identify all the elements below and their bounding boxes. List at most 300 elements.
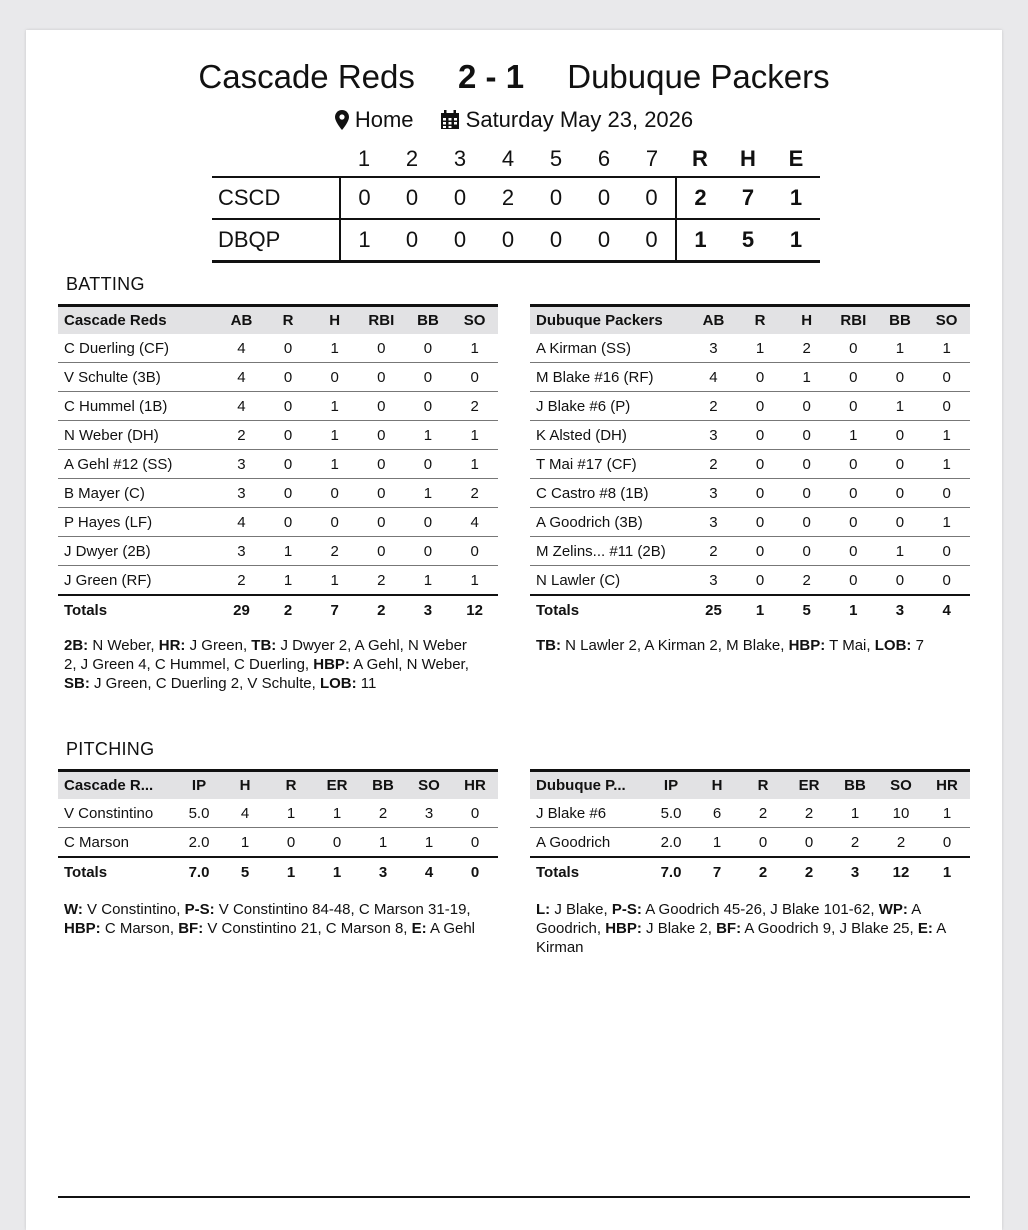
- stat-header: R: [282, 312, 294, 329]
- stat-cell: 0: [783, 508, 830, 537]
- total-cell: 4: [942, 601, 951, 619]
- inning-runs: 0: [645, 185, 658, 210]
- player-name: P Hayes (LF): [58, 508, 218, 537]
- note-label: HBP:: [605, 920, 642, 937]
- note-label: E:: [411, 920, 427, 937]
- calendar-icon: [440, 110, 460, 130]
- away-team-name: Cascade Reds: [198, 58, 415, 95]
- stat-cell: 0: [877, 508, 924, 537]
- total-cell: 3: [895, 601, 905, 619]
- bottom-divider: [58, 1196, 970, 1198]
- note-text: J Blake 2,: [641, 920, 717, 937]
- stat-cell: 0: [737, 537, 784, 566]
- stat-header: BB: [417, 312, 439, 329]
- final-score: 2 - 1: [458, 58, 525, 95]
- stat-cell: 1: [311, 334, 358, 363]
- stat-header: H: [801, 312, 813, 329]
- stat-cell: 3: [218, 450, 265, 479]
- inning-runs: 0: [597, 185, 611, 210]
- total-cell: 25: [705, 601, 722, 619]
- home-team-name: Dubuque Packers: [567, 58, 830, 95]
- table-row: [58, 479, 498, 508]
- stat-cell: 0: [737, 566, 784, 596]
- total-errors: 1: [789, 185, 803, 210]
- player-name: C Duerling (CF): [58, 334, 218, 363]
- stat-cell: 0: [265, 421, 312, 450]
- note-label: BF:: [178, 920, 204, 937]
- stat-header: RBI: [368, 312, 395, 329]
- stat-cell: 4: [218, 392, 265, 421]
- table-row: [58, 566, 498, 596]
- stat-cell: 2: [311, 537, 358, 566]
- stat-header: R: [754, 312, 766, 329]
- note-text: 11: [356, 675, 377, 692]
- stat-cell: 1: [877, 392, 924, 421]
- table-row: [530, 363, 970, 392]
- stat-cell: 0: [311, 479, 358, 508]
- note-text: J Dwyer 2, A Gehl, N Weber 2, J Green 4, C Hummel, C Duerling,: [64, 637, 467, 673]
- table-header-row: [530, 771, 970, 800]
- stat-cell: 1: [923, 334, 970, 363]
- total-cell: 29: [233, 601, 250, 619]
- stat-header: ER: [326, 777, 348, 794]
- total-cell: 12: [466, 601, 483, 619]
- stat-cell: 1: [265, 537, 312, 566]
- stat-cell: 0: [923, 537, 970, 566]
- game-title: [26, 58, 1002, 96]
- stat-cell: 5.0: [176, 799, 222, 828]
- stat-header: IP: [191, 777, 207, 794]
- inning-runs: 0: [358, 185, 371, 210]
- stat-cell: 0: [358, 363, 405, 392]
- player-name: A Goodrich: [530, 828, 648, 858]
- table-row: [58, 334, 498, 363]
- stat-cell: 0: [405, 363, 452, 392]
- errors-header: E: [788, 146, 804, 171]
- player-name: J Blake #6: [530, 799, 648, 828]
- stat-cell: 1: [406, 828, 452, 858]
- player-name: A Gehl #12 (SS): [58, 450, 218, 479]
- table-row: [58, 537, 498, 566]
- table-header-row: [530, 306, 970, 335]
- stat-cell: 0: [265, 334, 312, 363]
- stat-cell: 2: [451, 392, 498, 421]
- table-row: [530, 421, 970, 450]
- stat-cell: 0: [877, 450, 924, 479]
- stat-cell: 3: [690, 479, 737, 508]
- stat-cell: 1: [877, 334, 924, 363]
- line-score-header: [212, 142, 820, 177]
- stat-cell: 1: [923, 450, 970, 479]
- stat-cell: 0: [877, 479, 924, 508]
- stat-cell: 0: [783, 450, 830, 479]
- boxscore-page: [26, 30, 1002, 1230]
- player-name: C Marson: [58, 828, 176, 858]
- stat-cell: 0: [783, 479, 830, 508]
- inning-runs: 0: [645, 227, 658, 252]
- note-text: J Green, C Duerling 2, V Schulte,: [89, 675, 320, 692]
- stat-cell: 1: [265, 566, 312, 596]
- table-row: [530, 508, 970, 537]
- stat-cell: 0: [358, 334, 405, 363]
- note-label: SB:: [64, 675, 90, 692]
- stat-cell: 0: [358, 537, 405, 566]
- total-cell: 1: [755, 601, 765, 619]
- stat-cell: 0: [877, 421, 924, 450]
- player-name: J Blake #6 (P): [530, 392, 690, 421]
- stat-cell: 0: [311, 363, 358, 392]
- note-label: W:: [64, 901, 83, 918]
- stat-cell: 0: [265, 392, 312, 421]
- note-text: A Goodrich 45-26, J Blake 101-62,: [641, 901, 879, 918]
- stat-cell: 3: [690, 566, 737, 596]
- location-pin-icon: [335, 110, 349, 130]
- stat-cell: 1: [311, 421, 358, 450]
- stat-cell: 2: [690, 392, 737, 421]
- inning-runs: 0: [453, 185, 467, 210]
- player-name: V Schulte (3B): [58, 363, 218, 392]
- stat-cell: 2: [218, 566, 265, 596]
- table-row: [58, 392, 498, 421]
- batting-notes-home: [536, 636, 966, 655]
- stat-cell: 0: [924, 828, 970, 858]
- stat-cell: 1: [314, 799, 360, 828]
- table-row: [530, 537, 970, 566]
- line-score-row: [212, 219, 820, 262]
- note-text: V Constintino 21, C Marson 8,: [203, 920, 412, 937]
- stat-cell: 0: [314, 828, 360, 858]
- stat-cell: 0: [737, 421, 784, 450]
- stat-cell: 0: [405, 450, 452, 479]
- stat-cell: 1: [311, 566, 358, 596]
- note-label: P-S:: [184, 901, 215, 918]
- stat-header: R: [757, 777, 769, 794]
- total-cell: 1: [286, 863, 296, 881]
- stat-cell: 0: [923, 566, 970, 596]
- inning-runs: 0: [405, 227, 419, 252]
- stat-cell: 0: [265, 363, 312, 392]
- stat-cell: 1: [737, 334, 784, 363]
- note-text: A Gehl, N Weber,: [349, 656, 469, 673]
- team-name-header: Cascade Reds: [64, 312, 167, 329]
- stat-cell: 2: [358, 566, 405, 596]
- total-cell: 5: [802, 601, 811, 619]
- note-label: LOB:: [319, 675, 357, 692]
- stat-cell: 0: [405, 508, 452, 537]
- stat-cell: 0: [737, 508, 784, 537]
- team-abbr: CSCD: [212, 177, 340, 219]
- stat-cell: 1: [832, 799, 878, 828]
- inning-runs: 0: [597, 227, 611, 252]
- total-cell: 12: [892, 863, 910, 881]
- total-cell: 1: [332, 863, 342, 881]
- player-name: C Hummel (1B): [58, 392, 218, 421]
- team-name-header: Dubuque Packers: [536, 312, 663, 329]
- stat-cell: 0: [268, 828, 314, 858]
- stat-cell: 2: [451, 479, 498, 508]
- stat-cell: 2.0: [648, 828, 694, 858]
- batting-section-title: BATTING: [66, 274, 145, 294]
- table-row: [530, 392, 970, 421]
- stat-cell: 4: [222, 799, 268, 828]
- note-label: WP:: [878, 901, 908, 918]
- runs-header: R: [692, 146, 708, 171]
- stat-cell: 0: [783, 537, 830, 566]
- table-row: [530, 334, 970, 363]
- player-name: J Green (RF): [58, 566, 218, 596]
- table-row: [58, 799, 498, 828]
- player-name: K Alsted (DH): [530, 421, 690, 450]
- table-row: [58, 508, 498, 537]
- total-cell: 5: [240, 863, 250, 881]
- note-text: 7: [911, 637, 924, 654]
- stat-cell: 0: [783, 421, 830, 450]
- inning-runs: 0: [405, 185, 419, 210]
- stat-cell: 0: [405, 334, 452, 363]
- player-name: J Dwyer (2B): [58, 537, 218, 566]
- note-label: HBP:: [64, 920, 101, 937]
- note-label: HBP:: [788, 637, 826, 654]
- note-text: A Kirman: [536, 920, 946, 956]
- note-label: E:: [917, 920, 933, 937]
- total-runs: 2: [676, 177, 724, 219]
- stat-header: SO: [935, 312, 958, 329]
- stat-cell: 10: [878, 799, 924, 828]
- pitching-table-home: [530, 769, 970, 886]
- stat-cell: 6: [694, 799, 740, 828]
- stat-cell: 0: [451, 537, 498, 566]
- note-text: N Lawler 2, A Kirman 2, M Blake,: [561, 637, 789, 654]
- note-text: V Constintino 84-48, C Marson 31-19,: [214, 901, 471, 918]
- stat-cell: 1: [830, 421, 877, 450]
- stat-cell: 1: [405, 479, 452, 508]
- stat-cell: 1: [783, 363, 830, 392]
- totals-row: [58, 595, 498, 624]
- inning-header: 2: [405, 146, 419, 171]
- inning-header: 4: [501, 146, 515, 171]
- totals-label: Totals: [64, 601, 108, 619]
- stat-cell: 3: [218, 537, 265, 566]
- stat-header: ER: [798, 777, 820, 794]
- stat-cell: 0: [311, 508, 358, 537]
- note-text: T Mai,: [825, 637, 875, 654]
- stat-cell: 1: [451, 566, 498, 596]
- stat-cell: 0: [923, 392, 970, 421]
- pitching-section-title: PITCHING: [66, 739, 155, 759]
- stat-cell: 0: [923, 363, 970, 392]
- player-name: A Goodrich (3B): [530, 508, 690, 537]
- stat-cell: 1: [222, 828, 268, 858]
- totals-row: [530, 857, 970, 886]
- inning-header: 5: [549, 146, 563, 171]
- table-row: [530, 799, 970, 828]
- stat-cell: 4: [218, 334, 265, 363]
- stat-cell: 1: [923, 421, 970, 450]
- note-label: HBP:: [313, 656, 350, 673]
- stat-cell: 0: [358, 450, 405, 479]
- stat-cell: 0: [452, 828, 498, 858]
- date-info: [440, 107, 693, 133]
- player-name: M Blake #16 (RF): [530, 363, 690, 392]
- table-header-row: [58, 771, 498, 800]
- stat-cell: 1: [268, 799, 314, 828]
- table-row: [530, 479, 970, 508]
- stat-header: BB: [372, 777, 394, 794]
- player-name: N Lawler (C): [530, 566, 690, 596]
- stat-cell: 2: [786, 799, 832, 828]
- stat-cell: 0: [451, 363, 498, 392]
- inning-runs: 0: [549, 227, 563, 252]
- stat-cell: 0: [830, 392, 877, 421]
- stat-cell: 0: [830, 537, 877, 566]
- totals-label: Totals: [536, 601, 580, 619]
- inning-header: 6: [597, 146, 611, 171]
- stat-header: AB: [702, 312, 725, 329]
- stat-header: H: [239, 777, 251, 794]
- table-row: [58, 450, 498, 479]
- player-name: T Mai #17 (CF): [530, 450, 690, 479]
- stat-header: SO: [418, 777, 440, 794]
- total-cell: 7: [712, 863, 722, 881]
- table-row: [58, 363, 498, 392]
- stat-cell: 0: [830, 566, 877, 596]
- team-name-header: Dubuque P...: [536, 777, 626, 794]
- note-label: TB:: [251, 637, 277, 654]
- total-cell: 2: [377, 601, 386, 619]
- stat-cell: 0: [830, 508, 877, 537]
- stat-header: SO: [890, 777, 912, 794]
- stat-cell: 0: [877, 363, 924, 392]
- total-cell: 1: [849, 601, 858, 619]
- total-cell: 2: [758, 863, 768, 881]
- stat-cell: 4: [451, 508, 498, 537]
- stat-cell: 0: [830, 334, 877, 363]
- note-text: A Goodrich,: [536, 901, 921, 937]
- total-hits: 5: [741, 227, 755, 252]
- total-cell: 3: [423, 601, 433, 619]
- stat-cell: 2: [740, 799, 786, 828]
- stat-cell: 3: [406, 799, 452, 828]
- stat-cell: 3: [690, 421, 737, 450]
- player-name: N Weber (DH): [58, 421, 218, 450]
- stat-cell: 2: [783, 334, 830, 363]
- stat-cell: 0: [740, 828, 786, 858]
- stat-header: SO: [463, 312, 486, 329]
- stat-cell: 5.0: [648, 799, 694, 828]
- total-cell: 7.0: [660, 863, 682, 881]
- stat-cell: 1: [360, 828, 406, 858]
- stat-cell: 4: [218, 363, 265, 392]
- total-runs: 1: [676, 219, 724, 262]
- stat-header: RBI: [840, 312, 867, 329]
- note-label: L:: [536, 901, 551, 918]
- pitching-notes-away: [64, 900, 488, 938]
- stat-cell: 2: [690, 537, 737, 566]
- stat-header: BB: [889, 312, 911, 329]
- stat-cell: 3: [690, 508, 737, 537]
- stat-cell: 0: [737, 479, 784, 508]
- pitching-table-away: [58, 769, 498, 886]
- total-hits: 7: [741, 185, 755, 210]
- total-cell: 2: [804, 863, 814, 881]
- stat-cell: 1: [405, 566, 452, 596]
- table-header-row: [58, 306, 498, 335]
- stat-cell: 0: [358, 479, 405, 508]
- pitching-notes-home: [536, 900, 972, 957]
- batting-table-home: [530, 304, 970, 624]
- stat-cell: 1: [924, 799, 970, 828]
- stat-cell: 0: [783, 392, 830, 421]
- stat-cell: 1: [694, 828, 740, 858]
- stat-cell: 0: [358, 392, 405, 421]
- note-text: A Goodrich 9, J Blake 25,: [741, 920, 918, 937]
- player-name: A Kirman (SS): [530, 334, 690, 363]
- note-text: C Marson,: [100, 920, 179, 937]
- stat-cell: 0: [265, 479, 312, 508]
- batting-notes-away: [64, 636, 476, 693]
- stat-cell: 1: [451, 334, 498, 363]
- stat-header: H: [329, 312, 341, 329]
- total-cell: 2: [283, 601, 293, 619]
- stat-cell: 2.0: [176, 828, 222, 858]
- table-row: [58, 828, 498, 858]
- team-abbr: DBQP: [212, 219, 340, 262]
- total-cell: 7.0: [188, 863, 210, 881]
- inning-runs: 2: [501, 185, 515, 210]
- stat-cell: 0: [737, 392, 784, 421]
- totals-row: [58, 857, 498, 886]
- line-score-table: [212, 142, 820, 263]
- stat-cell: 1: [405, 421, 452, 450]
- note-label: LOB:: [874, 637, 912, 654]
- stat-cell: 0: [405, 537, 452, 566]
- total-cell: 7: [330, 601, 339, 619]
- inning-header: 1: [357, 146, 371, 171]
- stat-cell: 0: [358, 421, 405, 450]
- stat-header: AB: [230, 312, 253, 329]
- stat-cell: 3: [690, 334, 737, 363]
- stat-cell: 0: [358, 508, 405, 537]
- game-meta: [26, 106, 1002, 133]
- stat-cell: 1: [923, 508, 970, 537]
- stat-cell: 0: [830, 450, 877, 479]
- hits-header: H: [740, 146, 756, 171]
- stat-cell: 0: [452, 799, 498, 828]
- player-name: B Mayer (C): [58, 479, 218, 508]
- stat-cell: 1: [311, 450, 358, 479]
- stat-cell: 4: [218, 508, 265, 537]
- total-cell: 1: [942, 863, 952, 881]
- location-info: [335, 107, 414, 133]
- table-row: [530, 566, 970, 596]
- stat-cell: 0: [737, 450, 784, 479]
- stat-cell: 2: [218, 421, 265, 450]
- note-label: TB:: [536, 637, 561, 654]
- note-text: N Weber,: [88, 637, 159, 654]
- stat-cell: 2: [878, 828, 924, 858]
- table-row: [58, 421, 498, 450]
- note-label: 2B:: [64, 637, 89, 654]
- team-name-header: Cascade R...: [64, 777, 154, 794]
- stat-cell: 0: [737, 363, 784, 392]
- stat-cell: 2: [690, 450, 737, 479]
- stat-header: HR: [936, 777, 958, 794]
- totals-label: Totals: [64, 863, 108, 881]
- stat-cell: 1: [877, 537, 924, 566]
- table-row: [530, 828, 970, 858]
- note-text: J Blake,: [550, 901, 612, 918]
- stat-cell: 1: [451, 450, 498, 479]
